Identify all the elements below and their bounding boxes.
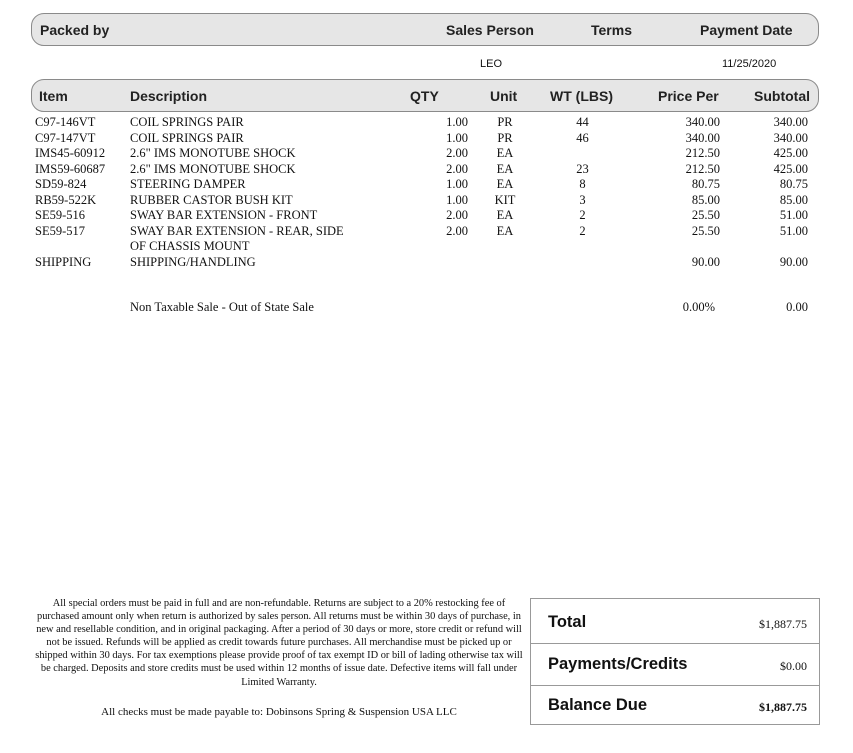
total-value: $1,887.75 xyxy=(759,617,807,631)
row-qty: 2.00 xyxy=(446,161,468,176)
line-items-header xyxy=(31,79,819,112)
row-item: SE59-517 xyxy=(35,223,85,238)
payment-date-value: 11/25/2020 xyxy=(722,58,777,70)
table-row xyxy=(0,224,853,255)
balance-value: $1,887.75 xyxy=(759,700,807,714)
row-subtotal: 51.00 xyxy=(779,208,808,222)
row-price: 340.00 xyxy=(685,130,720,145)
row-subtotal: 425.00 xyxy=(773,161,808,176)
col-price: Price Per xyxy=(658,87,719,104)
row-weight: 3 xyxy=(579,192,586,207)
row-item: SHIPPING xyxy=(35,254,92,269)
row-unit: EA xyxy=(496,223,514,238)
row-description: SHIPPING/HANDLING xyxy=(130,254,256,269)
sales-person-value: LEO xyxy=(480,58,503,70)
row-unit: KIT xyxy=(494,192,516,207)
row-weight: 44 xyxy=(576,115,589,129)
table-row xyxy=(0,255,853,271)
row-weight: 2 xyxy=(579,223,586,238)
table-row xyxy=(0,162,853,178)
row-price: 212.50 xyxy=(685,161,720,176)
row-item: C97-146VT xyxy=(35,115,96,129)
row-subtotal: 425.00 xyxy=(773,146,808,160)
row-description: SWAY BAR EXTENSION - REAR, SIDE xyxy=(130,223,344,238)
row-description-continued: OF CHASSIS MOUNT xyxy=(130,239,250,253)
row-unit: EA xyxy=(496,146,514,160)
tax-rate: 0.00% xyxy=(682,300,715,314)
row-subtotal: 80.75 xyxy=(779,177,808,191)
row-weight: 46 xyxy=(576,130,589,145)
row-item: IMS45-60912 xyxy=(35,146,106,160)
row-qty: 2.00 xyxy=(446,223,468,238)
row-description: STEERING DAMPER xyxy=(130,177,246,191)
row-qty: 1.00 xyxy=(446,177,468,191)
divider xyxy=(531,685,819,686)
row-subtotal: 85.00 xyxy=(779,192,808,207)
table-row xyxy=(0,193,853,209)
tax-label: Non Taxable Sale - Out of State Sale xyxy=(130,300,314,314)
row-qty: 1.00 xyxy=(446,115,468,129)
payments-label: Payments/Credits xyxy=(548,655,688,673)
row-price: 80.75 xyxy=(691,177,720,191)
row-description: SWAY BAR EXTENSION - FRONT xyxy=(130,208,318,222)
row-unit: EA xyxy=(496,208,514,222)
row-unit: PR xyxy=(497,115,513,129)
row-price: 25.50 xyxy=(691,223,720,238)
tax-amount: 0.00 xyxy=(786,300,808,314)
row-subtotal: 51.00 xyxy=(779,223,808,238)
totals-box xyxy=(530,598,820,725)
row-qty: 1.00 xyxy=(446,130,468,145)
row-weight: 2 xyxy=(579,208,586,222)
row-item: IMS59-60687 xyxy=(35,161,106,176)
row-description: RUBBER CASTOR BUSH KIT xyxy=(130,192,293,207)
col-item: Item xyxy=(39,87,68,104)
row-price: 90.00 xyxy=(691,254,720,269)
row-qty: 2.00 xyxy=(446,208,468,222)
payments-value: $0.00 xyxy=(780,659,807,673)
total-label: Total xyxy=(548,613,587,631)
tax-line xyxy=(0,300,853,316)
line-items-table xyxy=(0,115,853,270)
row-description: 2.6" IMS MONOTUBE SHOCK xyxy=(130,146,296,160)
row-unit: EA xyxy=(496,161,514,176)
col-description: Description xyxy=(130,87,208,104)
col-unit: Unit xyxy=(490,87,518,104)
row-description: COIL SPRINGS PAIR xyxy=(130,115,244,129)
terms-label: Terms xyxy=(591,21,632,38)
row-unit: PR xyxy=(497,130,513,145)
row-weight: 8 xyxy=(579,177,586,191)
table-row xyxy=(0,115,853,131)
row-description: COIL SPRINGS PAIR xyxy=(130,130,244,145)
packed-by-label: Packed by xyxy=(40,21,110,38)
row-price: 85.00 xyxy=(691,192,720,207)
balance-label: Balance Due xyxy=(548,696,648,714)
table-row xyxy=(0,146,853,162)
row-qty: 2.00 xyxy=(446,146,468,160)
row-description: 2.6" IMS MONOTUBE SHOCK xyxy=(130,161,296,176)
row-item: RB59-522K xyxy=(35,192,97,207)
row-unit: EA xyxy=(496,177,514,191)
table-row xyxy=(0,177,853,193)
row-price: 212.50 xyxy=(685,146,720,160)
order-info-header xyxy=(31,13,819,46)
row-item: SE59-516 xyxy=(35,208,85,222)
row-subtotal: 340.00 xyxy=(773,115,808,129)
row-price: 340.00 xyxy=(685,115,720,129)
row-item: SD59-824 xyxy=(35,177,87,191)
col-subtotal: Subtotal xyxy=(754,87,810,104)
row-subtotal: 340.00 xyxy=(773,130,808,145)
payment-date-label: Payment Date xyxy=(700,21,793,38)
row-price: 25.50 xyxy=(691,208,720,222)
row-item: C97-147VT xyxy=(35,130,96,145)
table-row xyxy=(0,208,853,224)
terms-text: All special orders must be paid in full and are non-refundable. Returns are subject to a 20% restocking fee of purchased amount only when return is authorized by sales person. All returns must be within 30 days of purchase, in new and resellable condition, and in original packaging. After a period of 30 days or more, store credit or refund will not be issued. Refunds will be applied as credit towards future purchases. All merchandise must be picked up or shipped within 30 days. For tax exemptions please provide proof of tax exempt ID or bill of lading otherwise tax will be charged. Deposits and store credits must be used within 12 months of issue date. Defective items will fall under Limited Warranty. xyxy=(35,598,523,688)
col-wt: WT (LBS) xyxy=(550,87,613,104)
row-subtotal: 90.00 xyxy=(779,254,808,269)
divider xyxy=(531,643,819,644)
checks-payable-note: All checks must be made payable to: Dobinsons Spring & Suspension USA LLC xyxy=(101,706,457,718)
row-qty: 1.00 xyxy=(446,192,468,207)
table-row xyxy=(0,131,853,147)
col-qty: QTY xyxy=(410,87,439,104)
row-weight: 23 xyxy=(576,161,589,176)
sales-person-label: Sales Person xyxy=(446,21,534,38)
